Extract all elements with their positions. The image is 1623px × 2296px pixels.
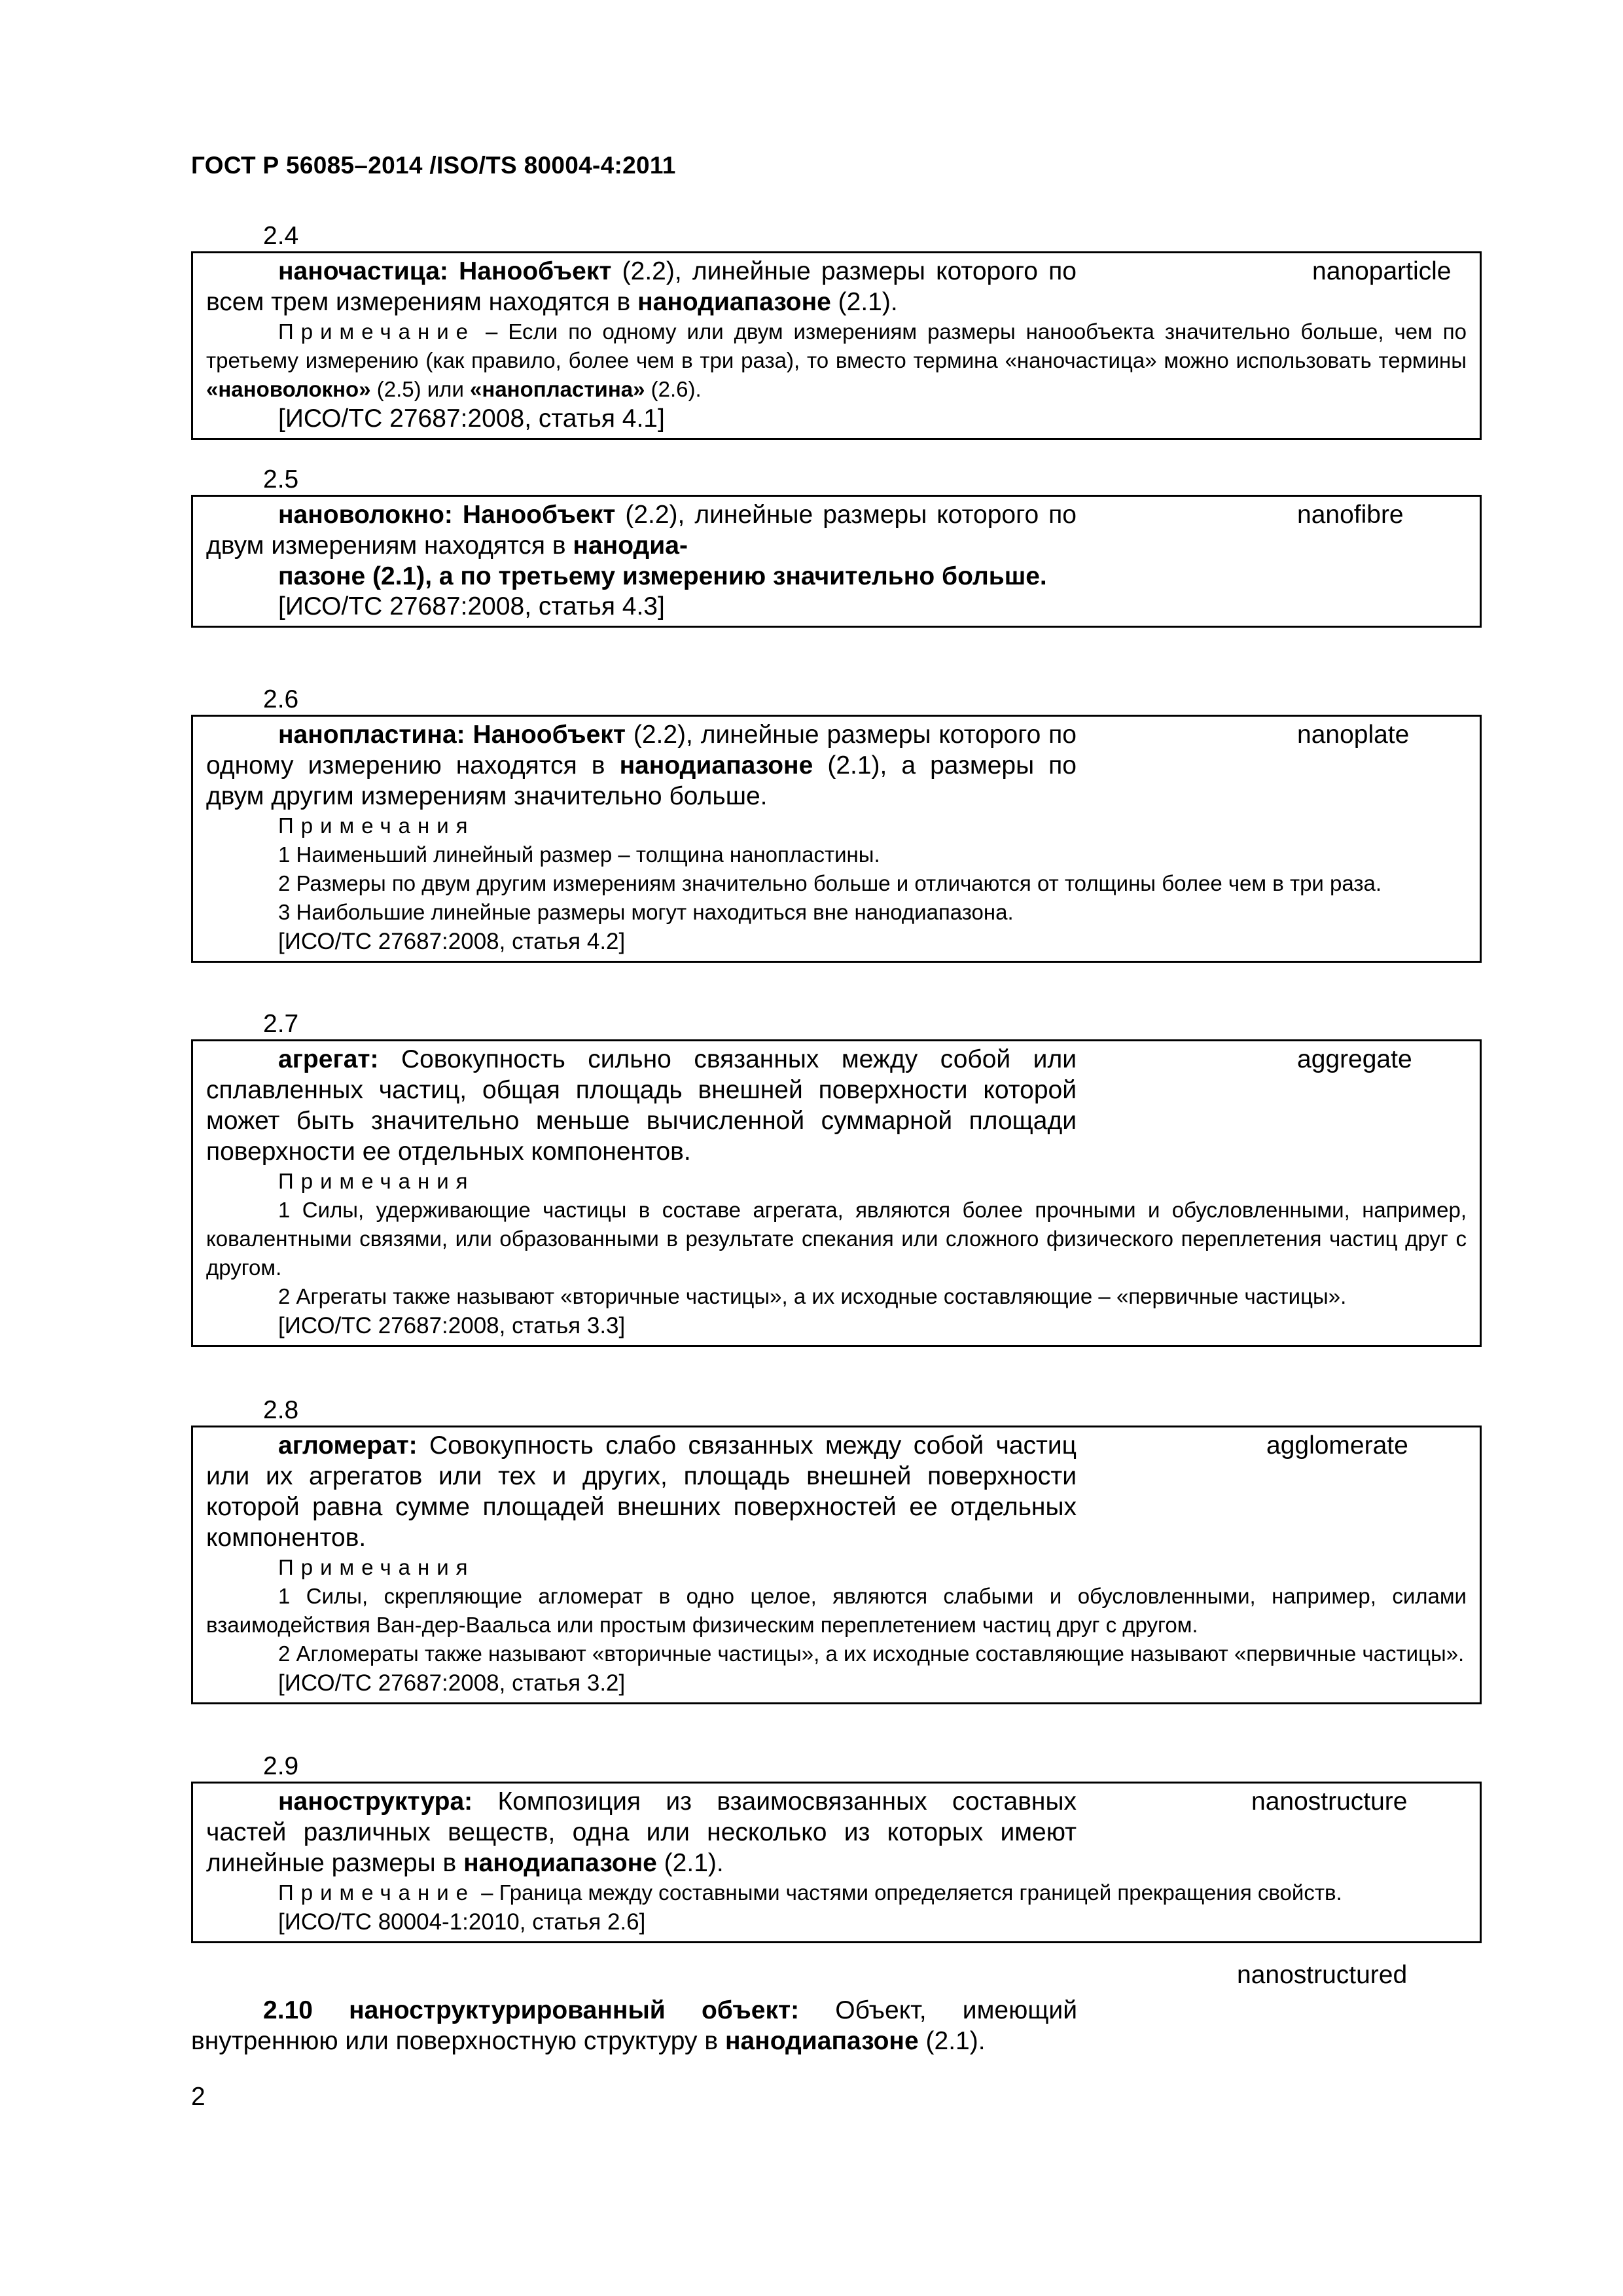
definition — [191, 1995, 1077, 2056]
source-reference: [ИСО/ТС 27687:2008, статья 3.3] — [278, 1313, 626, 1338]
definition-part: Нанообъект — [452, 501, 616, 529]
entry-number: 2.8 — [263, 1396, 299, 1424]
term-entry-2-9 — [191, 1751, 1623, 1943]
entry-box — [191, 1782, 1482, 1943]
reference-term: нанодиапазоне — [724, 2027, 919, 2055]
entry-number: 2.4 — [263, 222, 299, 250]
definition — [206, 499, 1077, 561]
term: агломерат: — [278, 1431, 418, 1460]
entry-box — [191, 1039, 1482, 1347]
note-2: 2 Размеры по двум другим измерениям значительно больше и отличаются от толщины более чем в три раза. — [278, 871, 1382, 895]
entry-box — [191, 495, 1482, 628]
term-entry-2-5 — [191, 465, 1623, 628]
definition — [206, 1786, 1077, 1878]
english-term: nanostructured — [1237, 1961, 1408, 1989]
definition-part: Композиция из взаимосвязанных составных частей различных веществ, одна или несколько из которых имеют линейные размеры в — [206, 1787, 1077, 1877]
source-reference: [ИСО/ТС 27687:2008, статья 3.2] — [278, 1670, 626, 1696]
english-term: nanoparticle — [1312, 257, 1452, 285]
term-entry-2-10 — [191, 1995, 1077, 2056]
notes-label: Примечания — [278, 814, 475, 838]
notes-label: Примечания — [278, 1555, 475, 1579]
note-text: (2.6). — [645, 377, 702, 401]
entry-number: 2.6 — [263, 685, 299, 713]
definition-part: Нанообъект — [448, 257, 612, 285]
definition-part: (2.1), а размеры по двум другим измерениям значительно больше. — [206, 751, 1077, 810]
page-number: 2 — [191, 2083, 205, 2111]
definition — [206, 719, 1077, 812]
term: 2.10 наноструктурированный объект: — [263, 1996, 800, 2024]
definition-part: (2.1). — [656, 1849, 724, 1877]
term: наночастица: — [278, 257, 448, 285]
definition-part: (2.2), линейные размеры которого по одному измерению находятся в — [206, 721, 1077, 780]
term-entry-2-4 — [191, 221, 1623, 440]
reference-term: нанодиа- — [573, 531, 688, 560]
entry-number: 2.7 — [263, 1010, 299, 1038]
note-text: – Граница между составными частями определяется границей прекращения свойств. — [475, 1880, 1342, 1905]
definition-text: Совокупность слабо связанных между собой частиц или их агрегатов или тех и других, площадь внешней поверхности которой равна сумме площадей внешних поверхностей ее отдельных компонентов. — [206, 1431, 1077, 1552]
note-label: Примечание — [278, 319, 476, 344]
term: нанопластина: — [278, 721, 465, 749]
note — [206, 1878, 1467, 1907]
entry-number: 2.9 — [263, 1752, 299, 1780]
source-reference: [ИСО/ТС 80004-1:2010, статья 2.6] — [278, 1909, 646, 1935]
note-text: (2.5) или — [370, 377, 471, 401]
entry-box — [191, 715, 1482, 963]
definition — [206, 1430, 1077, 1553]
note-1: 1 Силы, удерживающие частицы в составе агрегата, являются более прочными и обусловленными, например, ковалентными связями, или образованными в результате спекания или сложного физического переплетения частиц друг с другом. — [206, 1198, 1467, 1280]
english-term: agglomerate — [1266, 1431, 1408, 1460]
note-3: 3 Наибольшие линейные размеры могут находиться вне нанодиапазона. — [278, 900, 1014, 924]
definition-part: (2.1). — [918, 2027, 986, 2055]
english-term: aggregate — [1297, 1045, 1412, 1073]
term: наноструктура: — [278, 1787, 473, 1816]
reference-term: нанодиапазоне — [619, 751, 813, 780]
definition-part: Объект, имеющий внутреннюю или поверхностную структуру в — [191, 1996, 1078, 2055]
reference-term: нанодиапазоне — [463, 1849, 657, 1877]
source-reference: [ИСО/ТС 27687:2008, статья 4.2] — [278, 929, 626, 954]
term: агрегат: — [278, 1045, 379, 1073]
definition-part: (2.1). — [830, 288, 898, 316]
definition-text: Совокупность сильно связанных между собой или сплавленных частиц, общая площадь внешней поверхности которой может быть значительно меньше вычисленной суммарной площади поверхности ее отдельных компонентов. — [206, 1045, 1077, 1166]
english-term: nanofibre — [1297, 501, 1404, 529]
definition-part: (2.2), линейные размеры которого по двум измерениям находятся в — [206, 501, 1077, 560]
document-header: ГОСТ Р 56085–2014 /ISO/TS 80004-4:2011 — [191, 152, 676, 179]
term-entry-2-6 — [191, 685, 1623, 963]
term-entry-2-8 — [191, 1395, 1623, 1704]
entry-number: 2.5 — [263, 465, 299, 493]
source-reference: [ИСО/ТС 27687:2008, статья 4.3] — [278, 592, 665, 620]
notes-label: Примечания — [278, 1169, 475, 1193]
note-label: Примечание — [278, 1880, 476, 1905]
reference-term: нанодиапазоне — [637, 288, 831, 316]
source-reference: [ИСО/ТС 27687:2008, статья 4.1] — [278, 404, 665, 433]
entry-box — [191, 1426, 1482, 1704]
english-term: nanostructure — [1251, 1787, 1408, 1816]
definition — [206, 256, 1077, 317]
definition-continued: пазоне (2.1), а по третьему измерению значительно больше. — [278, 562, 1047, 590]
definition — [206, 1044, 1077, 1167]
note-2: 2 Агломераты также называют «вторичные частицы», а их исходные составляющие называют «первичные частицы». — [278, 1641, 1465, 1666]
entry-box — [191, 251, 1482, 440]
reference-term: «нановолокно» — [206, 377, 371, 401]
note-1: 1 Силы, скрепляющие агломерат в одно целое, являются слабыми и обусловленными, например, силами взаимодействия Ван-дер-Ваальса или простым физическим переплетением частиц друг с другом. — [206, 1584, 1467, 1637]
english-term: nanoplate — [1297, 721, 1410, 749]
term-entry-2-7 — [191, 1009, 1623, 1347]
definition-part: Нанообъект — [465, 721, 626, 749]
term: нановолокно: — [278, 501, 453, 529]
reference-term: «нанопластина» — [470, 377, 645, 401]
note-text: – Если по одному или двум измерениям размеры нанообъекта значительно больше, чем по третьему измерению (как правило, более чем в три раза), то вместо термина «наночастица» можно использовать термины — [206, 319, 1467, 372]
note-2: 2 Агрегаты также называют «вторичные частицы», а их исходные составляющие – «первичные частицы». — [278, 1284, 1347, 1308]
note — [206, 317, 1467, 404]
note-1: 1 Наименьший линейный размер – толщина нанопластины. — [278, 842, 880, 867]
definition-part: (2.2), линейные размеры которого по всем трем измерениям находятся в — [206, 257, 1077, 316]
